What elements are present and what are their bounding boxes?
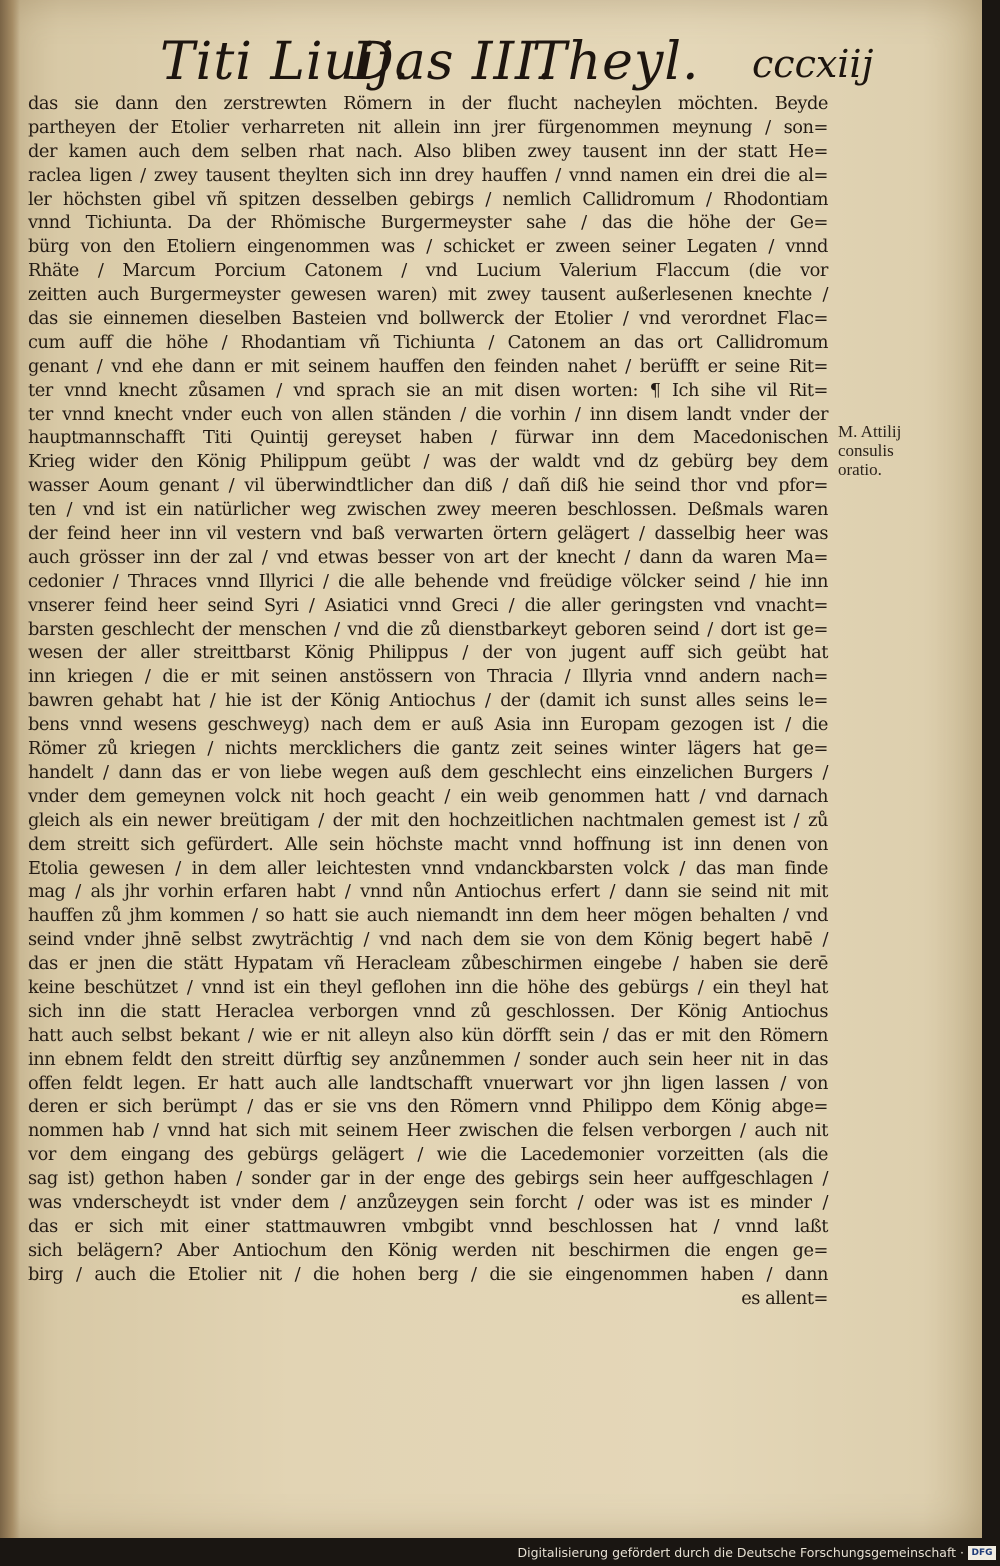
folio-number: cccxiij (752, 42, 874, 86)
text-line: cum auff die höhe / Rhodantiam vñ Tichiunta / Catonem an das ort Callidromum (28, 331, 828, 353)
marginal-note-line: consulis (838, 441, 894, 460)
text-line: partheyen der Etolier verharreten nit allein inn jrer fürgenommen meynung / son= (28, 116, 828, 138)
text-line: der kamen auch dem selben rhat nach. Also bliben zwey tausent inn der statt He= (28, 140, 828, 162)
marginal-note-line: M. Attilij (838, 422, 902, 441)
text-line: raclea ligen / zwey tausent theylten sich inn drey hauffen / vnnd namen ein drei die al= (28, 164, 828, 186)
text-line: vnserer feind heer seind Syri / Asiatici vnnd Greci / die aller geringsten vnd vnacht= (28, 594, 828, 616)
catchword: es allent= (741, 1287, 828, 1309)
text-line: das er sich mit einer stattmauwren vmbgibt vnnd beschlossen hat / vnnd laßt (28, 1215, 828, 1237)
text-line: gleich als ein newer breütigam / der mit den hochzeitlichen nachtmalen gemest ist / zů (28, 809, 828, 831)
text-line: das er jnen die stätt Hypatam vñ Heracleam zůbeschirmen eingebe / haben sie derē (28, 953, 828, 975)
text-line: seind vnder jhnē selbst zwyträchtig / vnd nach dem sie von dem König begert habē / (28, 929, 828, 951)
text-line: mag / als jhr vorhin erfaren habt / vnnd nůn Antiochus erfert / dann sie seind nit mit (28, 881, 828, 903)
text-line: ten / vnd ist ein natürlicher weg zwischen zwey meeren beschlossen. Deßmals waren (28, 499, 828, 521)
text-line: wesen der aller streittbarst König Philippus / der von jugent auff sich geübt hat (28, 642, 828, 664)
marginal-note-line: oratio. (838, 460, 882, 479)
running-head-center: Das III. (352, 32, 555, 92)
text-line: genant / vnd ehe dann er mit seinem hauffen den feinden nahet / berüfft er seine Rit= (28, 355, 828, 377)
text-line: zeitten auch Burgermeyster gewesen waren) mit zwey tausent außerlesenen knechte / (28, 284, 828, 306)
dfg-logo: DFG (968, 1546, 996, 1560)
marginal-note (838, 422, 918, 479)
text-line: ter vnnd knecht vnder euch von allen ständen / die vorhin / inn disem landt vnder der (28, 403, 828, 425)
running-head-left: Titi Liuij. (160, 32, 411, 92)
page-gutter (0, 0, 20, 1538)
text-line: sich belägern? Aber Antiochum den König werden nit beschirmen die engen ge= (28, 1239, 828, 1261)
text-line: das sie einnemen dieselben Basteien vnd bollwerck der Etolier / vnd verordnet Flac= (28, 308, 828, 330)
text-line: dem streitt sich gefürdert. Alle sein höchste macht vnnd hoffnung ist inn denen von (28, 833, 828, 855)
text-line: handelt / dann das er von liebe wegen auß dem geschlecht eins einzelichen Burgers / (28, 761, 828, 783)
text-line: Römer zů kriegen / nichts mercklichers die gantz zeit seines winter lägers hat ge= (28, 738, 828, 760)
text-line: vor dem eingang des gebürgs gelägert / wie die Lacedemonier vorzeitten (als die (28, 1144, 828, 1166)
text-line: bens vnnd wesens geschweyg) nach dem er auß Asia inn Europam gezogen ist / die (28, 714, 828, 736)
text-line: hauptmannschafft Titi Quintij gereyset haben / fürwar inn dem Macedonischen (28, 427, 828, 449)
text-line: deren er sich berümpt / das er sie vns den Römern vnnd Philippo dem König abge= (28, 1096, 828, 1118)
text-line: hauffen zů jhm kommen / so hatt sie auch niemandt inn dem heer mögen behalten / vnd (28, 905, 828, 927)
text-line: wasser Aoum genant / vil überwindtlicher dan diß / dañ diß hie seind thor vnd pfor= (28, 475, 828, 497)
text-line: sich inn die statt Heraclea verborgen vnnd zů geschlossen. Der König Antiochus (28, 1000, 828, 1022)
text-line: hatt auch selbst bekant / wie er nit alleyn also kün dörfft sein / das er mit den Römern (28, 1024, 828, 1046)
text-line: Rhäte / Marcum Porcium Catonem / vnd Lucium Valerium Flaccum (die vor (28, 260, 828, 282)
body-text-block (28, 92, 828, 1310)
text-line: bürg von den Etoliern eingenommen was / schicket er zween seiner Legaten / vnnd (28, 236, 828, 258)
text-line: nommen hab / vnnd hat sich mit seinem Heer zwischen die felsen verborgen / auch nit (28, 1120, 828, 1142)
text-line: inn ebnem feldt den streitt dürftig sey anzůnemmen / sonder auch sein heer nit in das (28, 1048, 828, 1070)
text-line: vnnd Tichiunta. Da der Rhömische Burgermeyster sahe / das die höhe der Ge= (28, 212, 828, 234)
text-line: barsten geschlecht der menschen / vnd die zů dienstbarkeyt geboren seind / dort ist ge= (28, 618, 828, 640)
text-line: vnder dem gemeynen volck nit hoch geacht / ein weib genommen hatt / vnd darnach (28, 785, 828, 807)
text-line: keine beschützet / vnnd ist ein theyl geflohen inn die höhe des gebürgs / ein theyl hat (28, 976, 828, 998)
text-line: offen feldt legen. Er hatt auch alle landtschafft vnuerwart vor jhn ligen lassen / von (28, 1072, 828, 1094)
text-line: das sie dann den zerstrewten Römern in der flucht nacheylen möchten. Beyde (28, 93, 828, 114)
text-line: der feind heer inn vil vestern vnd baß verwarten örtern gelägert / dasselbig heer was (28, 523, 828, 545)
text-line: Krieg wider den König Philippum geübt / was der waldt vnd dz gebürg bey dem (28, 451, 828, 473)
text-line: Etolia gewesen / in dem aller leichtesten vnnd vndanckbarsten volck / das man finde (28, 857, 828, 879)
text-line: sag ist) gethon haben / sonder gar in der enge des gebirgs sein heer auffgeschlagen / (28, 1168, 828, 1190)
text-line: inn kriegen / die er mit seinen anstössern von Thracia / Illyria vnnd andern nach= (28, 666, 828, 688)
text-line: cedonier / Thraces vnnd Illyrici / die alle behende vnd freüdige völcker seind / hie inn (28, 570, 828, 592)
text-line: ter vnnd knecht zůsamen / vnd sprach sie an mit disen worten: ¶ Ich sihe vil Rit= (28, 379, 828, 401)
text-line: auch grösser inn der zal / vnd etwas besser von art der knecht / dann da waren Ma= (28, 546, 828, 568)
text-line: bawren gehabt hat / hie ist der König Antiochus / der (damit ich sunst alles seins le= (28, 690, 828, 712)
text-line: ler höchsten gibel vñ spitzen desselben gebirgs / nemlich Callidromum / Rhodontiam (28, 188, 828, 210)
text-line: was vnderscheydt ist vnder dem / anzůzeygen sein forcht / oder was ist es minder / (28, 1191, 828, 1213)
funding-credit: Digitalisierung gefördert durch die Deutsche Forschungsgemeinschaft · (517, 1545, 964, 1560)
running-head-right: Theyl. (532, 32, 700, 92)
text-line: birg / auch die Etolier nit / die hohen berg / die sie eingenommen haben / dann (28, 1263, 828, 1285)
